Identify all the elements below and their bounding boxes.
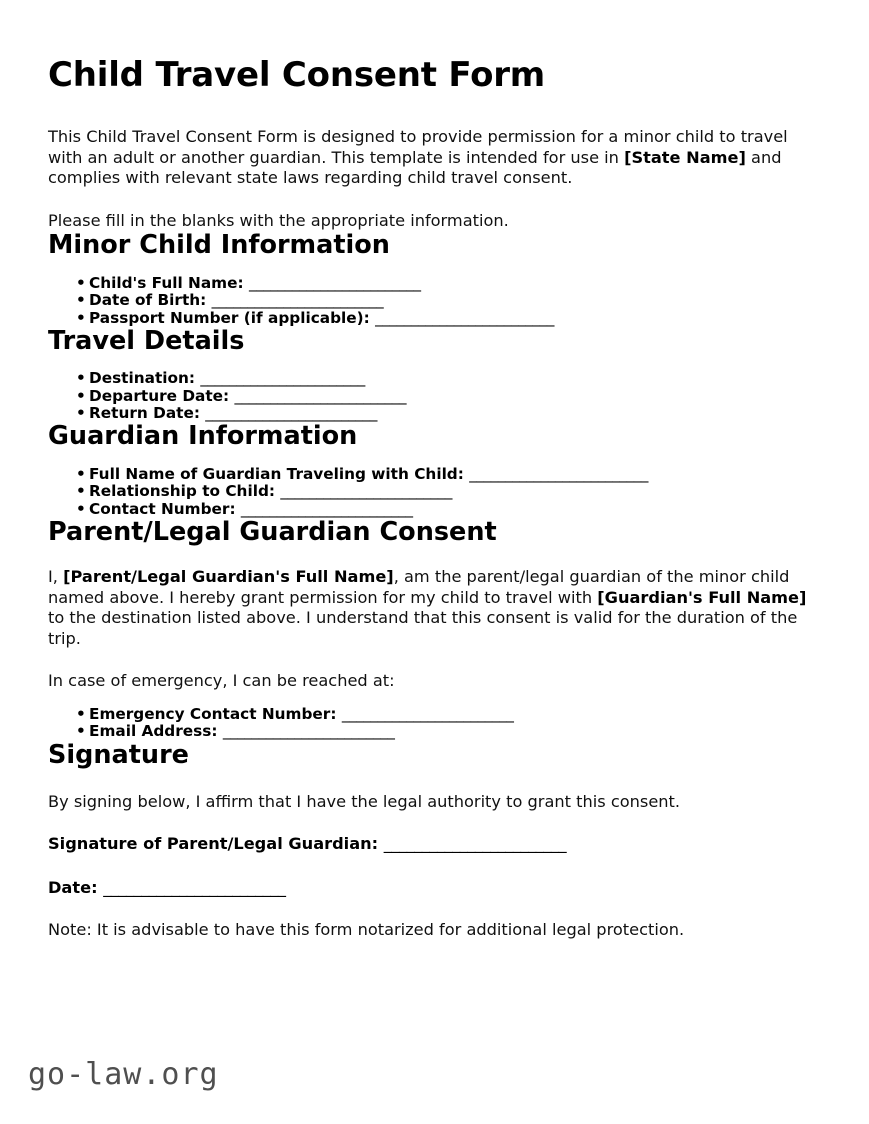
field-label: Departure Date:: [89, 386, 230, 405]
field-passport-number: [48, 310, 824, 327]
fill-instruction: Please fill in the blanks with the appropriate information.: [48, 210, 509, 230]
field-label: Relationship to Child:: [89, 482, 276, 501]
field-blank[interactable]: ________________________: [341, 704, 514, 723]
section-heading-minor-child: Minor Child Information: [48, 230, 390, 261]
field-label: Return Date:: [89, 404, 200, 423]
state-name-placeholder: [State Name]: [624, 147, 746, 167]
date-field-row: [48, 878, 824, 899]
field-blank[interactable]: _________________________: [375, 308, 554, 327]
field-blank[interactable]: ________________________: [205, 404, 377, 423]
consent-paragraph: [48, 567, 824, 649]
guardian-name-placeholder: [Guardian's Full Name]: [597, 587, 807, 607]
field-email-address: [48, 723, 824, 740]
field-destination: [48, 370, 824, 387]
section-heading-consent: Parent/Legal Guardian Consent: [48, 516, 497, 547]
field-list-emergency: [48, 706, 824, 741]
field-label: Full Name of Guardian Traveling with Child:: [89, 464, 464, 483]
field-blank[interactable]: ________________________: [280, 482, 452, 501]
field-list-travel-details: [48, 370, 824, 422]
field-blank[interactable]: _______________________: [200, 369, 365, 388]
date-blank[interactable]: ________________________: [103, 877, 286, 897]
signature-label: Signature of Parent/Legal Guardian:: [48, 834, 379, 854]
consent-text-part3: to the destination listed above. I understand that this consent is valid for the duration of the trip.: [48, 608, 798, 648]
parent-name-placeholder: [Parent/Legal Guardian's Full Name]: [63, 567, 394, 587]
consent-text-part1: I,: [48, 567, 64, 587]
consent-text-part2: , am the parent/legal guardian of the minor child named above. I hereby grant permission for my child to travel with: [48, 567, 790, 607]
field-contact-number: [48, 501, 824, 518]
field-label: Emergency Contact Number:: [89, 704, 337, 723]
field-label: Email Address:: [89, 722, 218, 741]
field-blank[interactable]: ________________________: [211, 291, 384, 310]
field-label: Contact Number:: [89, 499, 236, 518]
watermark-go-law-org: go-law.org: [28, 1057, 219, 1092]
field-emergency-contact-number: [48, 706, 824, 723]
field-label: Destination:: [89, 369, 196, 388]
field-blank[interactable]: ________________________: [222, 722, 395, 741]
field-guardian-full-name: [48, 466, 824, 483]
field-label: Date of Birth:: [89, 291, 207, 310]
field-child-full-name: [48, 275, 824, 292]
field-blank[interactable]: ________________________: [240, 499, 413, 518]
field-label: Child's Full Name:: [89, 273, 244, 292]
intro-paragraph: [48, 127, 824, 189]
signature-affirmation: By signing below, I affirm that I have the legal authority to grant this consent.: [48, 791, 681, 811]
field-label: Passport Number (if applicable):: [89, 308, 370, 327]
field-departure-date: [48, 388, 824, 405]
section-heading-signature: Signature: [48, 739, 189, 770]
section-heading-travel-details: Travel Details: [48, 325, 245, 356]
field-blank[interactable]: _________________________: [469, 464, 648, 483]
field-list-minor-child: [48, 275, 824, 327]
field-blank[interactable]: ________________________: [248, 273, 421, 292]
date-label: Date:: [48, 877, 98, 897]
field-date-of-birth: [48, 292, 824, 309]
intro-text-part1: This Child Travel Consent Form is designed to provide permission for a minor child to travel with an adult or another guardian. This template is intended for use in: [48, 127, 788, 167]
field-return-date: [48, 405, 824, 422]
signature-blank[interactable]: ________________________: [383, 834, 567, 854]
document-content: [48, 0, 824, 941]
field-relationship-to-child: [48, 483, 824, 500]
field-blank[interactable]: ________________________: [234, 386, 407, 405]
notary-note: Note: It is advisable to have this form notarized for additional legal protection.: [48, 920, 685, 940]
section-heading-guardian-information: Guardian Information: [48, 421, 358, 452]
field-list-guardian-information: [48, 466, 824, 518]
emergency-intro: In case of emergency, I can be reached at:: [48, 671, 395, 691]
signature-field-row: [48, 834, 824, 855]
intro-text-part2: and complies with relevant state laws regarding child travel consent.: [48, 147, 782, 188]
page-title: Child Travel Consent Form: [48, 55, 546, 95]
